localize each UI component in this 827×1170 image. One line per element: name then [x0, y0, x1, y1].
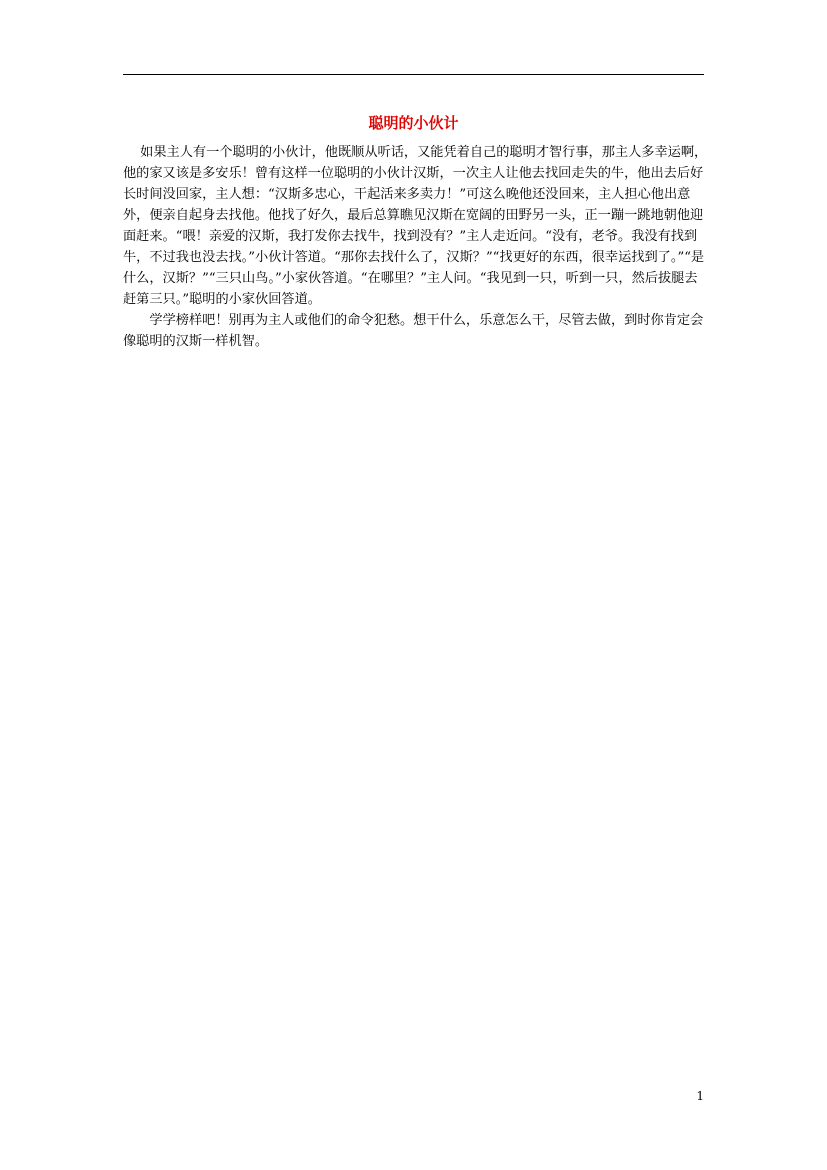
paragraph-1: 如果主人有一个聪明的小伙计，他既顺从听话，又能凭着自己的聪明才智行事，那主人多幸运啊，他的家又该是多安乐！曾有这样一位聪明的小伙计汉斯，一次主人让他去找回走失的牛，他出去后好长时间没回家，主人想：“汉斯多忠心，干起活来多卖力！”可这么晚他还没回来，主人担心他出意外，便亲自起身去找他。他找了好久，最后总算瞧见汉斯在宽阔的田野另一头，正一蹦一跳地朝他迎面赶来。“喂！亲爱的汉斯，我打发你去找牛，找到没有？”主人走近问。“没有，老爷。我没有找到牛，不过我也没去找。”小伙计答道。“那你去找什么了，汉斯？”“找更好的东西，很幸运找到了。”“是什么，汉斯？”“三只山鸟。”小家伙答道。“在哪里？”主人问。“我见到一只，听到一只，然后拔腿去赶第三只。”聪明的小家伙回答道。	[123, 145, 708, 307]
document-title: 聪明的小伙计	[368, 114, 459, 132]
document-body	[123, 142, 708, 352]
paragraph-2: 学学榜样吧！别再为主人或他们的命令犯愁。想干什么，乐意怎么干，尽管去做，到时你肯定会像聪明的汉斯一样机智。	[123, 313, 704, 349]
header-rule	[123, 74, 704, 75]
page-number: 1	[696, 1089, 704, 1103]
